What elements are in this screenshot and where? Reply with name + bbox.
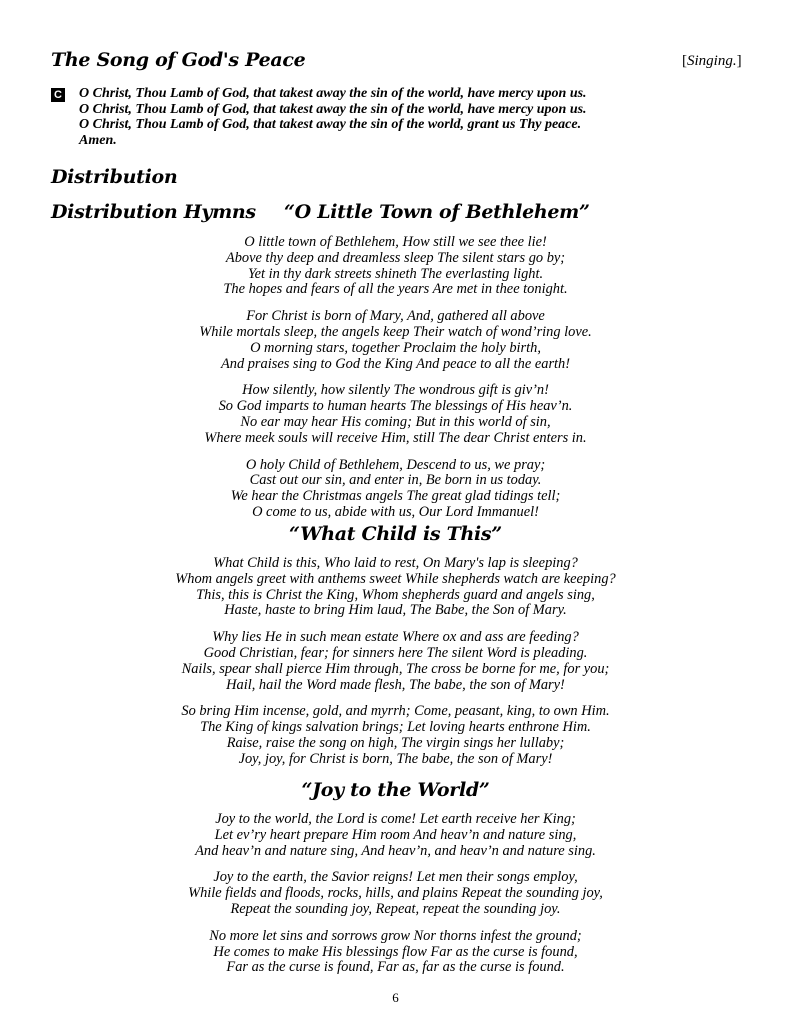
distribution-heading: Distribution <box>51 166 178 188</box>
verse-line: Repeat the sounding joy, Repeat, repeat the sounding joy. <box>230 900 561 917</box>
verse-line: Nails, spear shall pierce Him through, The cross be borne for me, for you; <box>181 660 610 677</box>
prayer-line: O Christ, Thou Lamb of God, that takest away the sin of the world, have mercy upon us. <box>79 86 587 101</box>
verse-line: O little town of Bethlehem, How still we see thee lie! <box>244 234 547 250</box>
verse-line: O morning stars, together Proclaim the holy birth, <box>250 339 541 356</box>
verse <box>0 383 791 446</box>
singing-rubric <box>682 53 742 70</box>
verse-line: Yet in thy dark streets shineth The everlasting light. <box>247 265 544 282</box>
verse-line: No more let sins and sorrows grow Nor thorns infest the ground; <box>209 927 582 944</box>
verse-line: And praises sing to God the King And peace to all the earth! <box>220 355 571 372</box>
verse <box>0 309 791 372</box>
prayer-line: O Christ, Thou Lamb of God, that takest away the sin of the world, have mercy upon us. <box>79 101 587 117</box>
verse-line: Where meek souls will receive Him, still The dear Christ enters in. <box>204 429 587 446</box>
verse-line: Far as the curse is found, Far as, far as the curse is found. <box>226 959 565 976</box>
verse <box>0 556 791 619</box>
prayer-text <box>79 86 587 148</box>
verse-line: Haste, haste to bring Him laud, The Babe, the Son of Mary. <box>224 602 567 619</box>
verse <box>0 929 791 976</box>
rubric-word: Singing. <box>687 53 737 69</box>
congregation-icon: C <box>51 88 65 102</box>
distribution-hymns-heading: Distribution Hymns <box>51 201 256 223</box>
verse-line: What Child is this, Who laid to rest, On Mary's lap is sleeping? <box>213 555 578 571</box>
page-number: 6 <box>392 990 399 1005</box>
verse-line: O come to us, abide with us, Our Lord Immanuel! <box>252 503 539 520</box>
verse-line: Joy to the world, the Lord is come! Let earth receive her King; <box>215 811 576 827</box>
verse-line: Whom angels greet with anthems sweet While shepherds watch are keeping? <box>175 570 616 587</box>
verse-line: For Christ is born of Mary, And, gathered all above <box>246 308 545 325</box>
verse-line: So bring Him incense, gold, and myrrh; Come, peasant, king, to own Him. <box>181 703 610 720</box>
prayer-line: Amen. <box>79 132 117 148</box>
hymn-verses <box>0 812 791 987</box>
verse-line: While fields and floods, rocks, hills, and plains Repeat the sounding joy, <box>188 885 603 902</box>
verse-line: And heav’n and nature sing, And heav’n, and heav’n and nature sing. <box>195 842 596 859</box>
verse-line: Hail, hail the Word made flesh, The babe, the son of Mary! <box>226 676 565 693</box>
hymn-title: “O Little Town of Bethlehem” <box>284 201 590 223</box>
verse-line: So God imparts to human hearts The blessings of His heav’n. <box>218 398 573 415</box>
rubric-open-bracket: [ <box>682 53 687 69</box>
verse-line: We hear the Christmas angels The great glad tidings tell; <box>230 488 561 505</box>
verse-line: Joy, joy, for Christ is born, The babe, the son of Mary! <box>238 750 553 767</box>
verse-line: Let ev’ry heart prepare Him room And heav’n and nature sing, <box>214 826 577 843</box>
verse <box>0 458 791 521</box>
verse <box>0 630 791 693</box>
rubric-close-bracket: ] <box>736 53 742 69</box>
verse <box>0 235 791 298</box>
hymn-title: “What Child is This” <box>289 523 502 545</box>
hymn-title: “Joy to the World” <box>301 779 490 801</box>
verse <box>0 704 791 767</box>
verse-line: No ear may hear His coming; But in this world of sin, <box>240 413 551 430</box>
verse-line: While mortals sleep, the angels keep Their watch of wond’ring love. <box>199 323 592 340</box>
hymn-verses <box>0 235 791 532</box>
song-title: The Song of God's Peace <box>51 49 306 71</box>
verse-line: O holy Child of Bethlehem, Descend to us, we pray; <box>245 456 546 473</box>
verse-line: Above thy deep and dreamless sleep The silent stars go by; <box>225 249 566 266</box>
prayer-line: O Christ, Thou Lamb of God, that takest away the sin of the world, grant us Thy peace. <box>79 117 582 132</box>
verse-line: Why lies He in such mean estate Where ox and ass are feeding? <box>212 629 579 646</box>
verse <box>0 870 791 917</box>
verse-line: The hopes and fears of all the years Are met in thee tonight. <box>223 281 568 298</box>
verse-line: The King of kings salvation brings; Let loving hearts enthrone Him. <box>200 719 591 736</box>
verse-line: Joy to the earth, the Savior reigns! Let men their songs employ, <box>213 869 578 886</box>
verse-line: Cast out our sin, and enter in, Be born in us today. <box>249 472 542 489</box>
verse-line: He comes to make His blessings flow Far as the curse is found, <box>213 943 578 960</box>
verse-line: This, this is Christ the King, Whom shepherds guard and angels sing, <box>196 586 595 603</box>
verse-line: Good Christian, fear; for sinners here The silent Word is pleading. <box>203 644 588 661</box>
verse-line: Raise, raise the song on high, The virgin sings her lullaby; <box>226 734 565 751</box>
hymn-verses <box>0 556 791 779</box>
verse-line: How silently, how silently The wondrous gift is giv’n! <box>242 382 549 399</box>
verse <box>0 812 791 859</box>
